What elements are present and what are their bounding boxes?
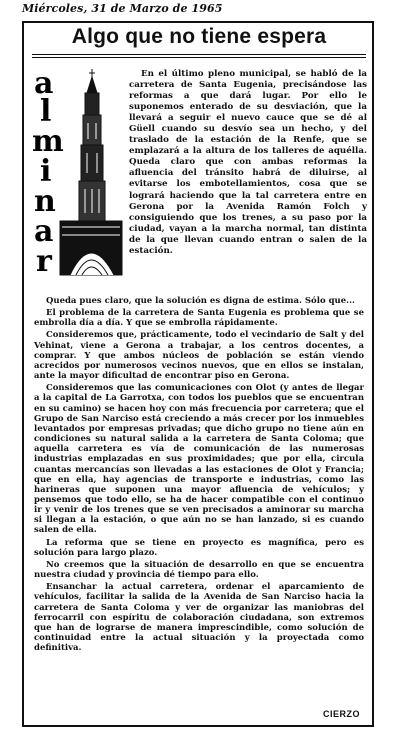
intro-paragraph: En el último pleno municipal, se habló de la carretera de Santa Eugenia, precisándose las reformas a que dará lugar. Por ello le suponemos enterado de su desviación, que la llevará a seguir el nuevo cauce que se dé al Güell cuando su desvío sea un hecho, y del traslado de la estación de la Renfe, que se emplazará a la altura de los talleres de aquélla. Queda claro que con ambas reformas la afluencia del tránsito habrá de diluirse, al evitarse los embotellamientos, cosa que se logrará haciendo que la tal carretera entre en Gerona por la Avenida Ramón Folch y consiguiendo que los trenes, a su paso por la ciudad, vayan a la marcha normal, tan distinta de la que llevan cuando entran o salen de la estación. [129,69,367,256]
logo-letter: n [34,184,56,219]
logo-letter: m [32,124,64,159]
logo-letter: a [34,66,54,101]
body-paragraph: La reforma que se tiene en proyecto es magnífica, pero es solución para largo plazo. [34,537,364,558]
logo-letter: l [40,94,52,129]
author-signature: CIERZO [322,709,360,719]
section-logo [30,63,124,277]
logo-letter: i [40,154,52,189]
body-paragraph: Consideremos que, prácticamente, todo el vecindario de Salt y del Vehinat, viene a Gerona a trabajar, a los centros docentes, a comprar. Y que ambos núcleos de población se están viendo acrecidos por numerosos vecinos nuevos, que en ellos se instalan, ante la mayor dificultad de encontrar piso en Gerona. [34,330,364,382]
logo-letter: r [36,244,52,277]
headline-rule [32,54,366,55]
body-paragraph: No creemos que la situación de desarrollo en que se encuentra nuestra ciudad y provincia dé tiempo para ello. [34,559,364,581]
article-frame [22,21,374,727]
body-paragraph: Ensanchar la actual carretera, ordenar el aparcamiento de vehículos, facilitar la salida de la Avenida de San Narciso hacia la carretera de Santa Coloma y ver de organizar las maniobras del ferrocarril con espíritu de colaboración ciudadana, son extremos que han de lograrse de manera imprescindible, como solución de continuidad entre la actual situación y la proyectada como definitiva. [34,582,364,654]
article-body [34,296,364,655]
body-paragraph: Consideremos que las comunicaciones con Olot (y antes de llegar a la capital de La Garrotxa, con todos los pueblos que se encuentran en su camino) se hacen hoy con más frecuencia por carretera; que el Grupo de San Narciso está creciendo a más crecer por los inmuebles levantados por empresas privadas; que dicho grupo no tiene aún en condiciones su natural salida a la carretera de Santa Coloma; que aquella carretera es vía de comunicación de las numerosas industrias emplazadas en sus proximidades; que por ella, circula cuantas mercancías son llevadas a las estaciones de Olot y Francia; que en ella, hay agencias de transporte e industrias, como las harineras que suponen una mayor afluencia de vehículos; y pensemos que todo ello, se ha de hacer compatible con el continuo ir y venir de los trenes que se ven precisados a aminorar su marcha si llegan a la estación, o que aún no se han lanzado, si es cuando salen de ella. [34,383,364,536]
headline: Algo que no tiene espera [71,25,327,48]
church-tower-icon [30,63,124,277]
dateline: Miércoles, 31 de Marzo de 1965 [22,2,223,15]
body-paragraph: El problema de la carretera de Santa Eugenia es problema que se embrolla día a día. Y que se embrolla rápidamente. [34,308,364,329]
logo-letter: a [34,214,54,249]
body-paragraph: Queda pues claro, que la solución es digna de estima. Sólo que... [46,296,355,306]
headline-rule [32,57,366,58]
